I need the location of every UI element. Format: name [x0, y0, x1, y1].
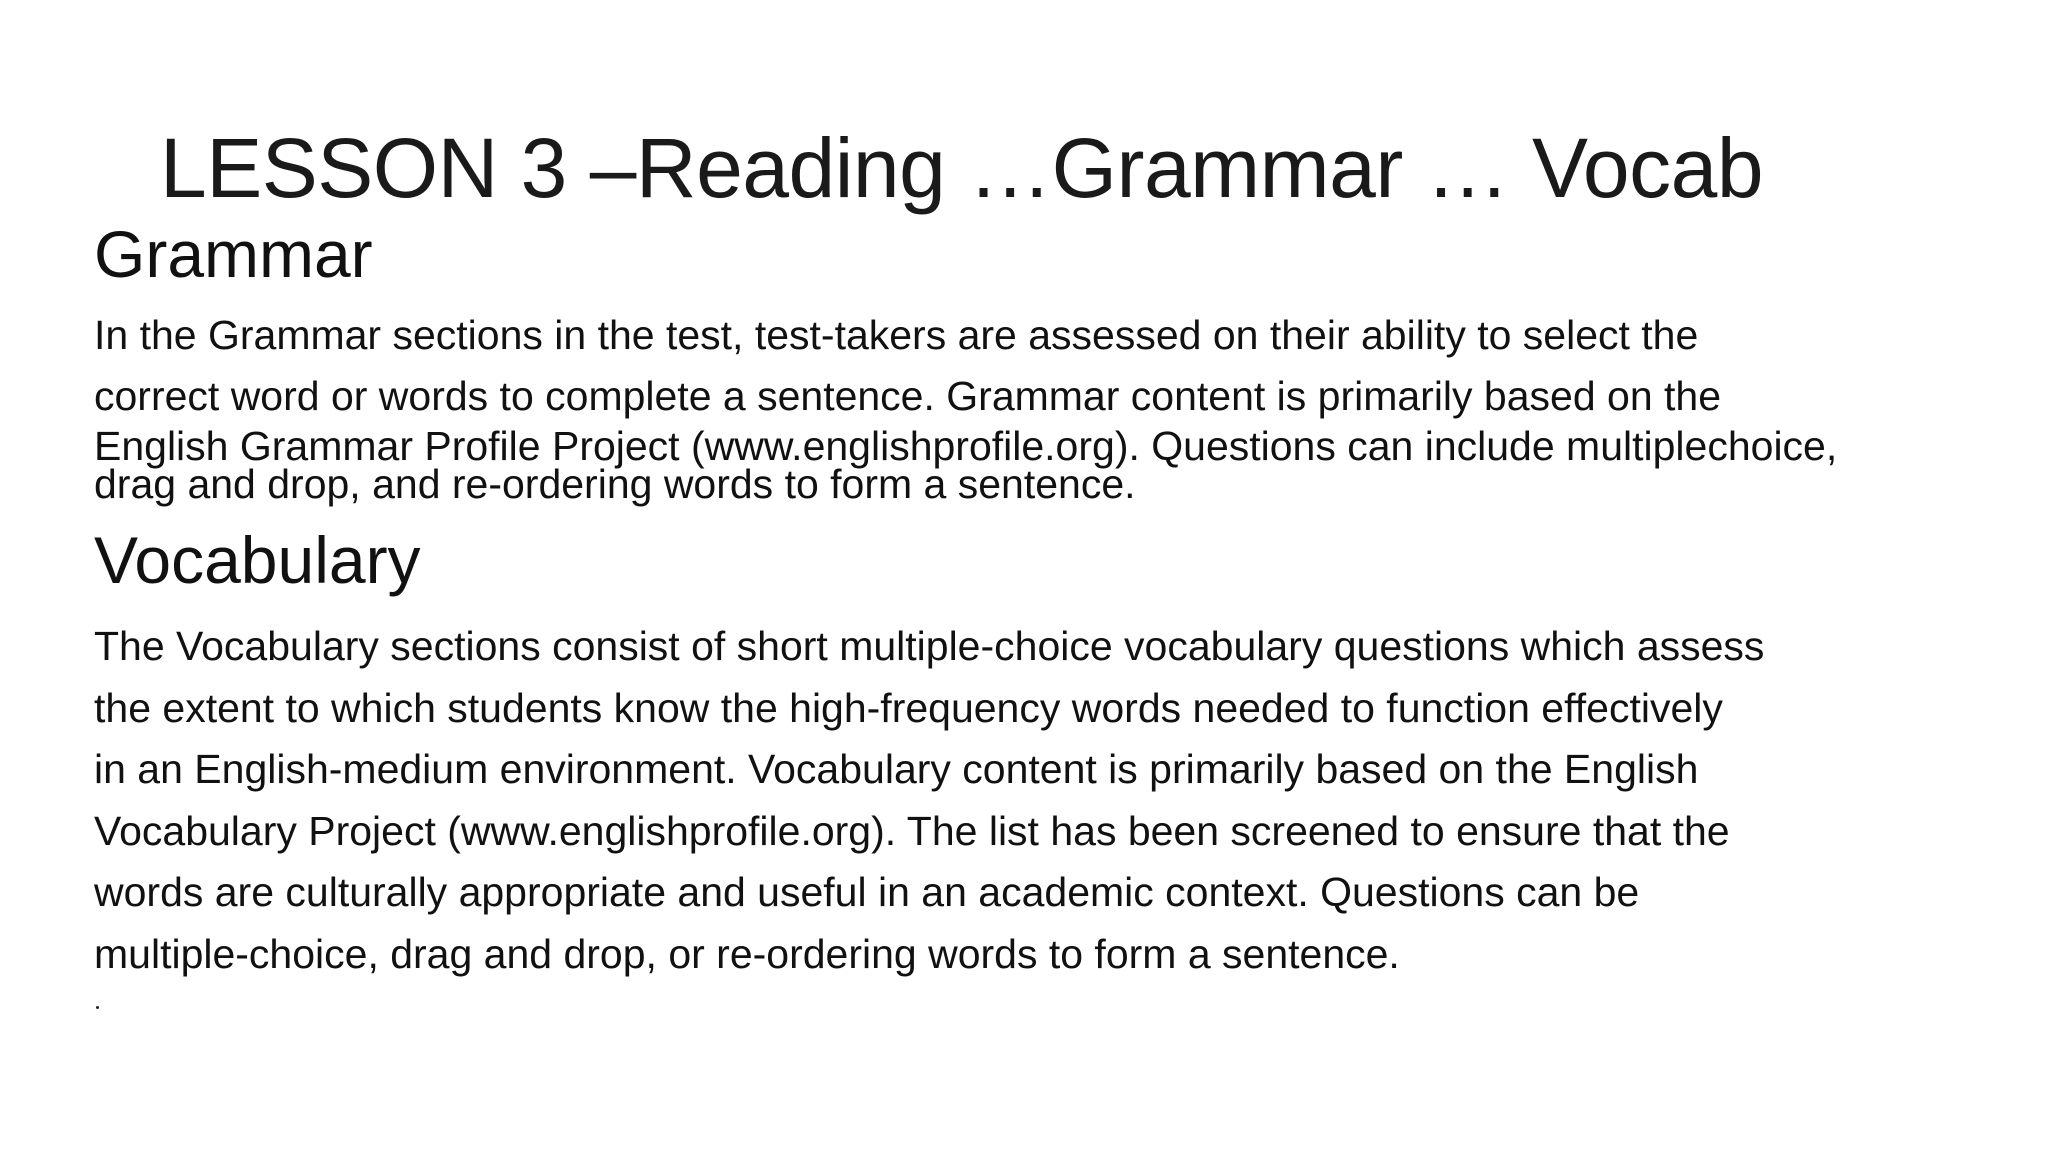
grammar-line: correct word or words to complete a sentence. Grammar content is primarily based on the: [94, 373, 1722, 419]
grammar-line: English Grammar Profile Project (www.englishprofile.org). Questions can include multiplechoice,: [94, 423, 1838, 469]
grammar-line: In the Grammar sections in the test, test-takers are assessed on their ability to select the: [94, 312, 1699, 358]
empty-bullet-dot: [96, 1006, 99, 1009]
grammar-heading: Grammar: [94, 217, 373, 291]
vocabulary-line: in an English-medium environment. Vocabulary content is primarily based on the English: [94, 746, 1699, 792]
vocabulary-line: multiple-choice, drag and drop, or re-ordering words to form a sentence.: [94, 930, 1400, 977]
vocabulary-line: words are culturally appropriate and useful in an academic context. Questions can be: [94, 869, 1640, 915]
vocabulary-paragraph: [94, 616, 1764, 985]
vocabulary-line: the extent to which students know the high-frequency words needed to function effectively: [94, 684, 1723, 731]
grammar-paragraph: [94, 305, 1838, 507]
vocabulary-heading: Vocabulary: [94, 523, 421, 597]
vocabulary-line: The Vocabulary sections consist of short multiple-choice vocabulary questions which assess: [94, 623, 1765, 669]
slide-title: LESSON 3 –Reading …Grammar … Vocab: [160, 121, 1764, 215]
grammar-line: drag and drop, and re-ordering words to form a sentence.: [94, 461, 1136, 507]
vocabulary-line: Vocabulary Project (www.englishprofile.org). The list has been screened to ensure that the: [94, 807, 1730, 854]
